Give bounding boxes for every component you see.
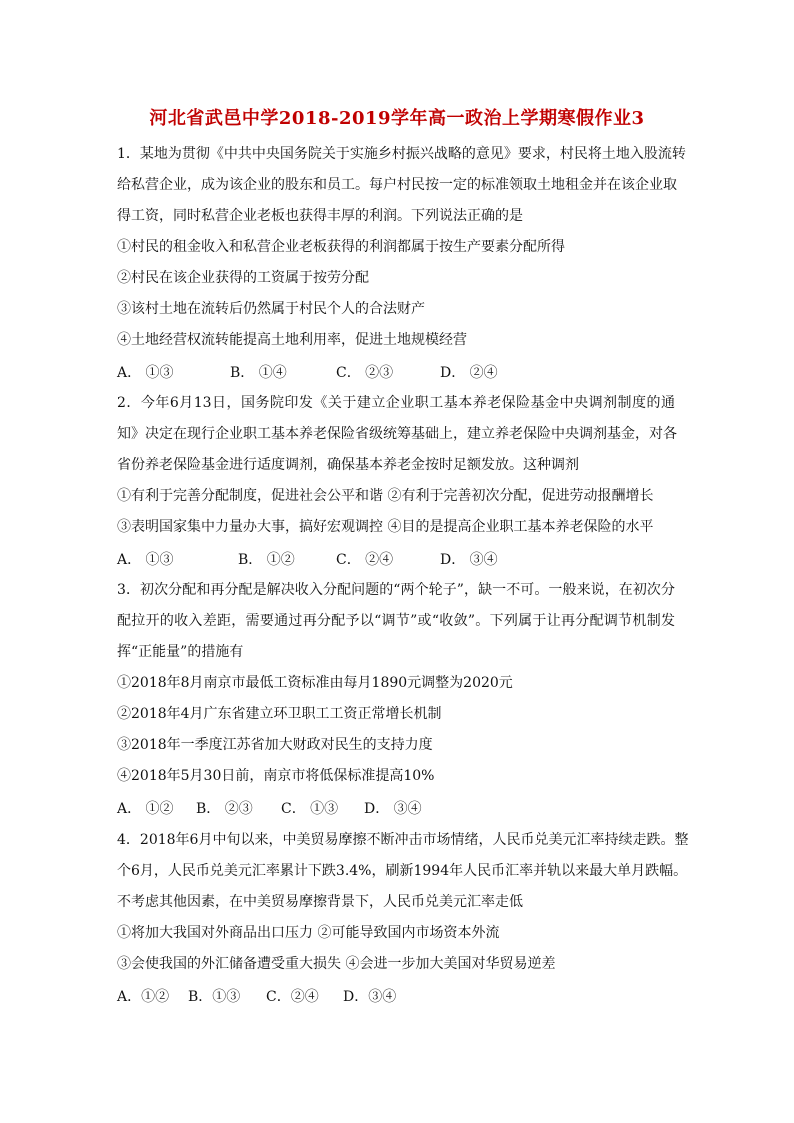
question-4-option-a[interactable]: A．①② <box>117 989 170 1005</box>
question-2-stem-line-3: 省份养老保险基金进行适度调剂，确保基本养老金按时足额发放。这种调剂 <box>117 457 579 473</box>
question-2-option-a[interactable]: A． ①③ <box>117 552 174 568</box>
question-3-statement-3: ③2018年一季度江苏省加大财政对民生的支持力度 <box>117 737 433 753</box>
question-4-stem-line-2: 个6月，人民币兑美元汇率累计下跌3.4%，刷新1994年人民币汇率并轨以来最大单月跌幅。 <box>117 863 688 879</box>
question-3-option-b[interactable]: B． ②③ <box>196 801 253 817</box>
question-3-stem-line-3: 挥“正能量”的措施有 <box>117 644 244 660</box>
question-4-option-d[interactable]: D．③④ <box>343 989 397 1005</box>
question-2-statements-3-4: ③表明国家集中力量办大事，搞好宏观调控 ④目的是提高企业职工基本养老保险的水平 <box>117 519 654 535</box>
question-1-stem-line-3: 得工资，同时私营企业老板也获得丰厚的利润。下列说法正确的是 <box>117 208 523 224</box>
question-3-option-a[interactable]: A． ①② <box>117 801 174 817</box>
question-4-option-b[interactable]: B．①③ <box>188 989 241 1005</box>
question-2-stem-line-1: 2．今年6月13日，国务院印发《关于建立企业职工基本养老保险基金中央调剂制度的通 <box>117 395 675 411</box>
question-4-stem-line-1: 4．2018年6月中旬以来，中美贸易摩擦不断冲击市场情绪，人民币兑美元汇率持续走跌。整 <box>117 832 689 848</box>
question-2-option-d[interactable]: D． ③④ <box>440 552 498 568</box>
question-1-statement-1: ①村民的租金收入和私营企业老板获得的利润都属于按生产要素分配所得 <box>117 239 565 255</box>
question-1-statement-3: ③该村土地在流转后仍然属于村民个人的合法财产 <box>117 301 425 317</box>
question-3-stem-line-2: 配拉开的收入差距，需要通过再分配予以“调节”或“收敛”。下列属于让再分配调节机制发 <box>117 613 675 629</box>
question-3-statement-2: ②2018年4月广东省建立环卫职工工资正常增长机制 <box>117 706 442 722</box>
question-4-option-c[interactable]: C．②④ <box>266 989 319 1005</box>
question-2-option-b[interactable]: B． ①② <box>238 552 295 568</box>
question-1-statement-2: ②村民在该企业获得的工资属于按劳分配 <box>117 270 369 286</box>
question-1-stem-line-2: 给私营企业，成为该企业的股东和员工。每户村民按一定的标准领取土地租金并在该企业取 <box>117 177 677 193</box>
question-3-statement-1: ①2018年8月南京市最低工资标准由每月1890元调整为2020元 <box>117 675 513 691</box>
question-3-statement-4: ④2018年5月30日前，南京市将低保标准提高10% <box>117 768 435 784</box>
question-1-option-b[interactable]: B． ①④ <box>230 365 287 381</box>
document-title: 河北省武邑中学2018-2019学年高一政治上学期寒假作业3 <box>149 108 645 129</box>
question-3-option-d[interactable]: D． ③④ <box>364 801 422 817</box>
question-3-option-c[interactable]: C． ①③ <box>281 801 339 817</box>
question-4-statements-3-4: ③会使我国的外汇储备遭受重大损失 ④会进一步加大美国对华贸易逆差 <box>117 956 556 972</box>
question-2-statements-1-2: ①有利于完善分配制度，促进社会公平和谐 ②有利于完善初次分配，促进劳动报酬增长 <box>117 488 654 504</box>
question-1-statement-4: ④土地经营权流转能提高土地利用率，促进土地规模经营 <box>117 332 467 348</box>
question-2-stem-line-2: 知》决定在现行企业职工基本养老保险省级统筹基础上，建立养老保险中央调剂基金，对各 <box>117 426 677 442</box>
question-4-statements-1-2: ①将加大我国对外商品出口压力 ②可能导致国内市场资本外流 <box>117 925 500 941</box>
question-1-stem-line-1: 1．某地为贯彻《中共中央国务院关于实施乡村振兴战略的意见》要求，村民将土地入股流转 <box>117 146 686 162</box>
question-2-option-c[interactable]: C． ②④ <box>336 552 394 568</box>
question-3-stem-line-1: 3．初次分配和再分配是解决收入分配问题的“两个轮子”，缺一不可。一般来说，在初次分 <box>117 582 675 598</box>
question-1-option-d[interactable]: D． ②④ <box>440 365 498 381</box>
question-1-option-a[interactable]: A． ①③ <box>117 365 174 381</box>
question-1-option-c[interactable]: C． ②③ <box>336 365 394 381</box>
question-4-stem-line-3: 不考虑其他因素，在中美贸易摩擦背景下，人民币兑美元汇率走低 <box>117 894 523 910</box>
